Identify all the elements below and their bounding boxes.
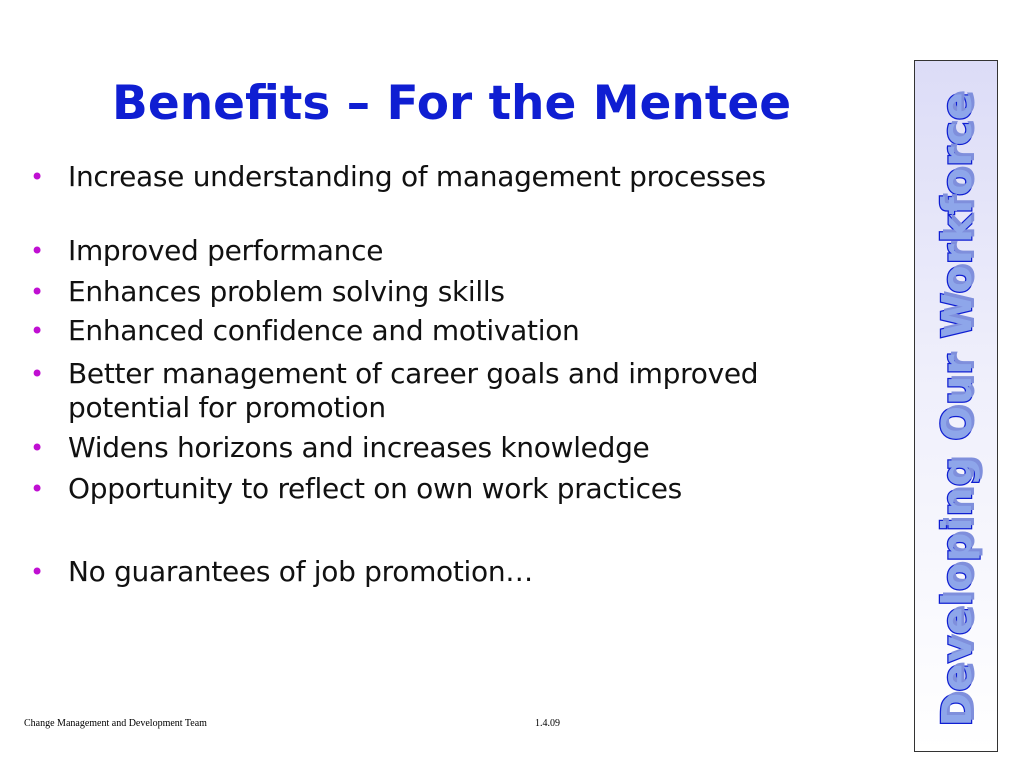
bullet-text: Enhanced confidence and motivation [68,314,580,347]
bullet-marker: • [30,163,45,191]
bullet-text: Increase understanding of management processes [68,160,766,193]
bullet-text: Enhances problem solving skills [68,275,505,308]
bullet-marker: • [30,434,45,462]
bullet-marker: • [30,475,45,503]
bullet-marker: • [30,360,45,388]
side-banner-text: Developing Our Workforce [933,91,981,727]
bullet-item [30,160,890,194]
footer-date: 1.4.09 [535,718,560,729]
bullet-text: No guarantees of job promotion… [68,555,534,588]
bullet-item [30,431,890,465]
bullet-text: Better management of career goals and improved potential for promotion [68,357,759,424]
bullet-marker: • [30,278,45,306]
bullet-item [30,472,890,506]
bullet-marker: • [30,558,45,586]
side-banner-panel [914,60,998,752]
bullet-item [30,555,890,589]
bullet-marker: • [30,317,45,345]
bullet-item [30,275,890,309]
bullet-text: Opportunity to reflect on own work practices [68,472,682,505]
slide-title: Benefits – For the Mentee [112,76,792,131]
bullet-item [30,357,890,425]
bullet-text: Widens horizons and increases knowledge [68,431,650,464]
bullet-item [30,234,890,268]
bullet-text: Improved performance [68,234,384,267]
footer-team-name: Change Management and Development Team [24,718,207,729]
bullet-marker: • [30,237,45,265]
bullet-item [30,314,890,348]
